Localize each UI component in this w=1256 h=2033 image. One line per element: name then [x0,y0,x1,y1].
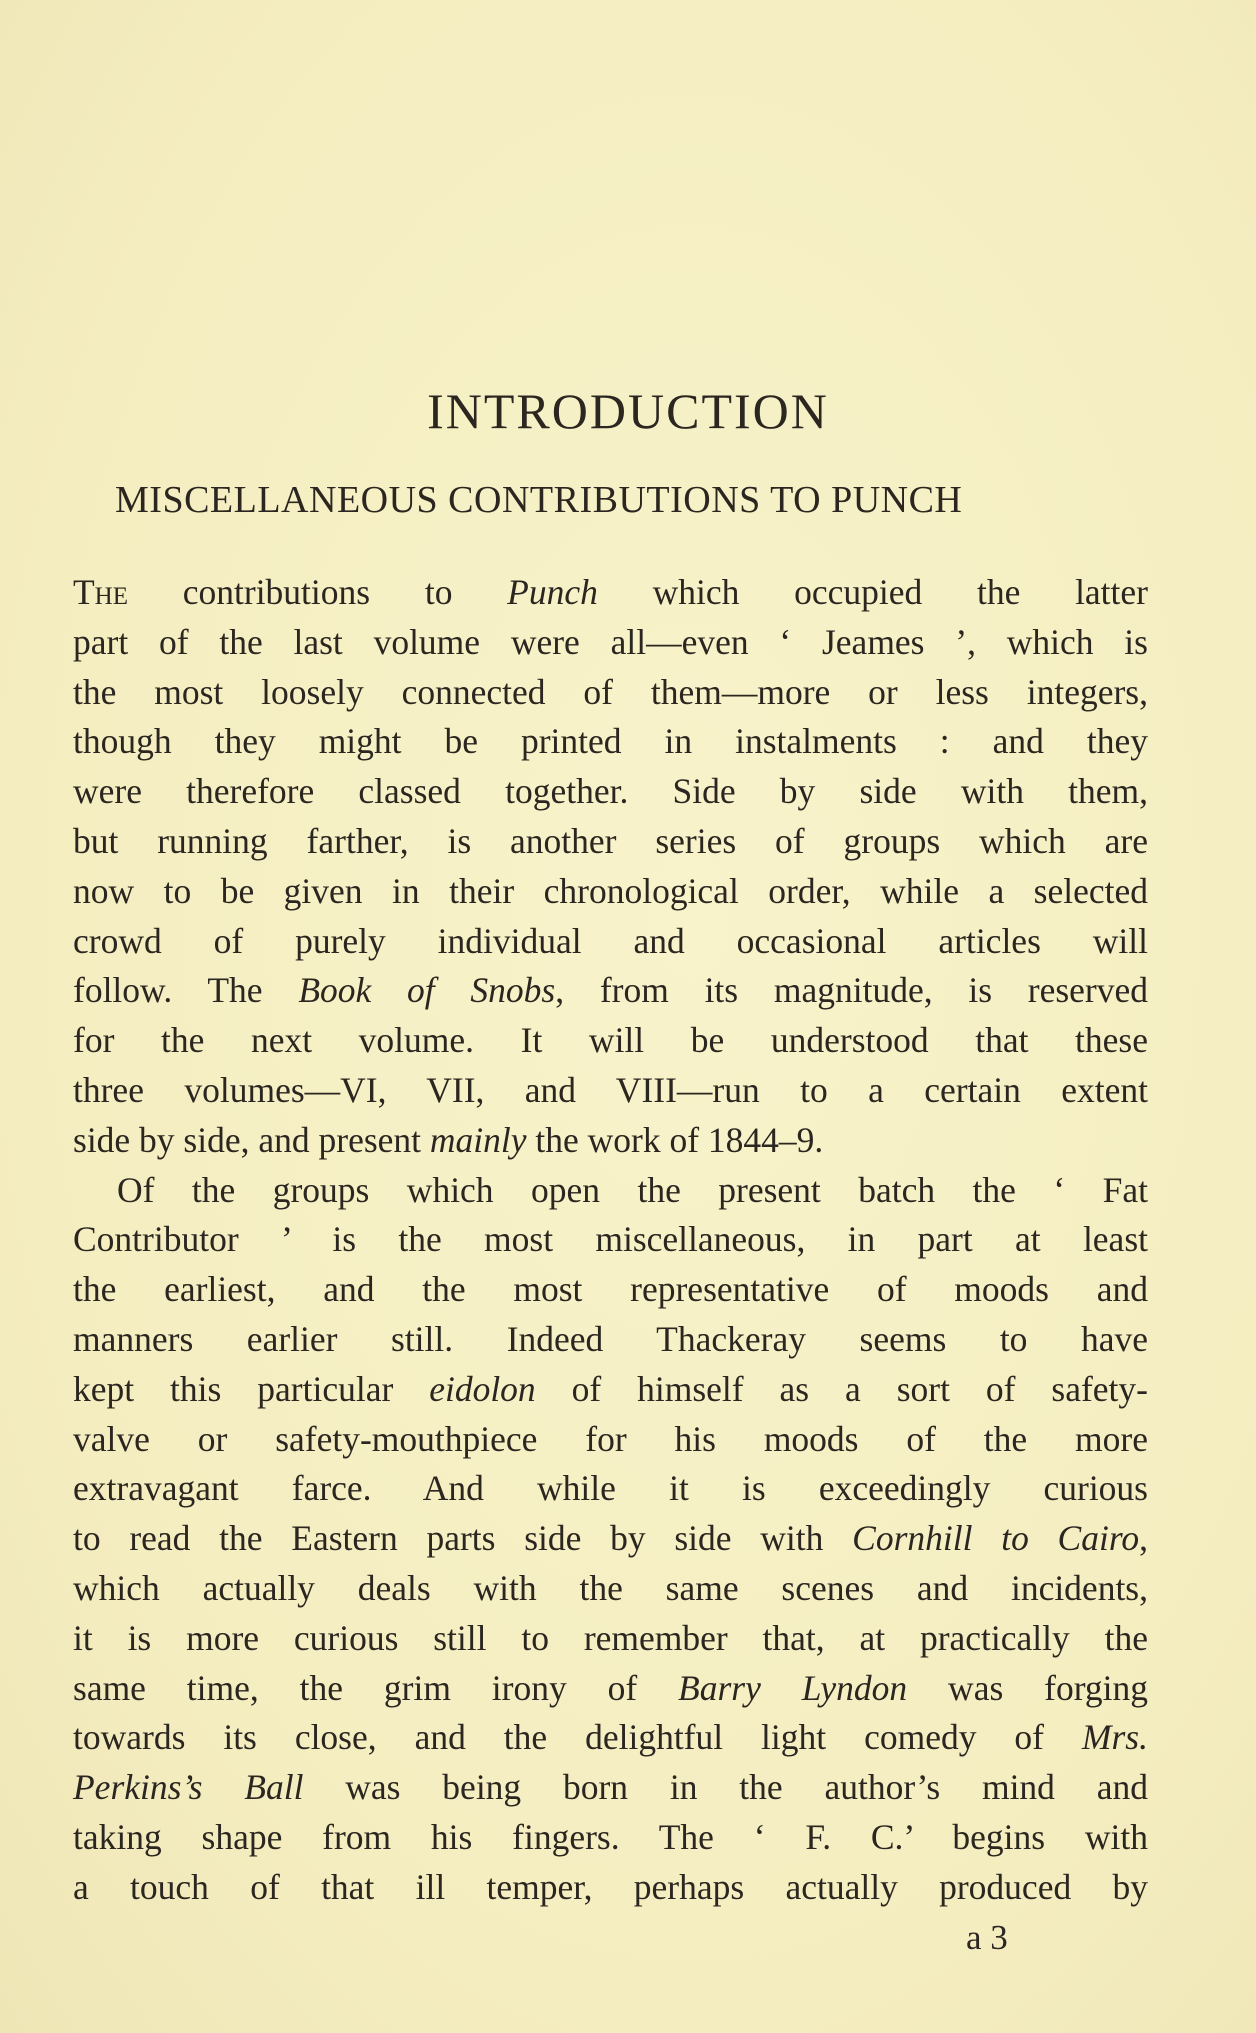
text-run: , [1139,1518,1148,1559]
text-line [73,1365,1148,1415]
italic-title: Perkins’s Ball [73,1767,304,1808]
italic-title: Book of Snobs [298,970,556,1011]
signature-mark: a 3 [966,1918,1008,1957]
italic-title: Mrs. [1081,1717,1148,1758]
text-line [73,817,1148,867]
text-run: manners earlier still. Indeed Thackeray seems to have [73,1318,1148,1359]
text-run: the earliest, and the most representative of moods and [73,1269,1148,1310]
text-run: was forging [907,1667,1148,1708]
text-line [73,917,1148,967]
chapter-title: INTRODUCTION [427,383,829,439]
text-line [73,1514,1148,1564]
text-line [73,1863,1148,1913]
text-run: it is more curious still to remember that, at practically the [73,1617,1148,1658]
text-line [73,1265,1148,1315]
text-run: side by side, and present [73,1119,430,1160]
chapter-subtitle: MISCELLANEOUS CONTRIBUTIONS TO PUNCH [115,479,963,521]
text-run: though they might be printed in instalments : and they [73,721,1148,762]
text-line [73,717,1148,767]
text-run: a touch of that ill temper, perhaps actually produced by [73,1866,1148,1907]
text-run: for the next volume. It will be understood that these [73,1020,1148,1061]
italic-title: mainly [429,1119,527,1160]
italic-title: Punch [507,572,598,612]
text-line [73,1016,1148,1066]
text-line [73,1166,1148,1216]
text-run: of himself as a sort of safety- [535,1368,1148,1409]
text-line [73,966,1148,1016]
text-run: kept this particular [73,1368,430,1409]
text-run: but running farther, is another series of groups which are [73,820,1148,861]
text-line [73,1564,1148,1614]
text-line [73,1415,1148,1465]
italic-title: Barry Lyndon [678,1667,908,1708]
text-run: which occupied the latter [597,572,1148,612]
text-run: towards its close, and the delightful light comedy of [73,1717,1082,1758]
text-line [73,668,1148,718]
italic-title: eidolon [429,1368,536,1409]
text-line [73,1116,1148,1166]
body-text [73,568,1148,1913]
text-line [73,1763,1148,1813]
text-line [73,767,1148,817]
text-run: the work of 1844–9. [526,1119,824,1160]
text-run: , from its magnitude, is reserved [555,970,1148,1011]
small-caps-word: The [73,572,129,612]
text-run: the most loosely connected of them—more or less integers, [73,671,1148,712]
text-line [73,568,1148,618]
text-line [73,1315,1148,1365]
text-run: to read the Eastern parts side by side with [73,1518,853,1559]
text-run: Of the groups which open the present batch the ‘ Fat [117,1169,1148,1210]
text-run: part of the last volume were all—even ‘ Jeames ’, which is [73,621,1148,662]
text-line [73,618,1148,668]
text-run: which actually deals with the same scenes and incidents, [73,1567,1148,1608]
text-line [73,1066,1148,1116]
italic-title: Cornhill to Cairo [852,1518,1140,1559]
text-line [73,867,1148,917]
text-run: was being born in the author’s mind and [303,1767,1148,1808]
text-run: Contributor ’ is the most miscellaneous, in part at least [73,1219,1148,1260]
text-line [73,1813,1148,1863]
text-run: three volumes—VI, VII, and VIII—run to a certain extent [73,1069,1148,1110]
text-run: valve or safety-mouthpiece for his moods of the more [73,1418,1148,1459]
text-line [73,1215,1148,1265]
text-run: extravagant farce. And while it is exceedingly curious [73,1468,1148,1509]
text-line [73,1664,1148,1714]
text-line [73,1614,1148,1664]
text-line [73,1464,1148,1514]
text-run: crowd of purely individual and occasional articles will [73,920,1148,961]
text-run: taking shape from his fingers. The ‘ F. C.’ begins with [73,1816,1148,1857]
text-run: were therefore classed together. Side by side with them, [73,771,1148,812]
text-run: follow. The [73,970,299,1011]
text-run: contributions to [128,572,508,612]
text-line [73,1713,1148,1763]
text-run: same time, the grim irony of [73,1667,679,1708]
text-run: now to be given in their chronological order, while a selected [73,870,1148,911]
